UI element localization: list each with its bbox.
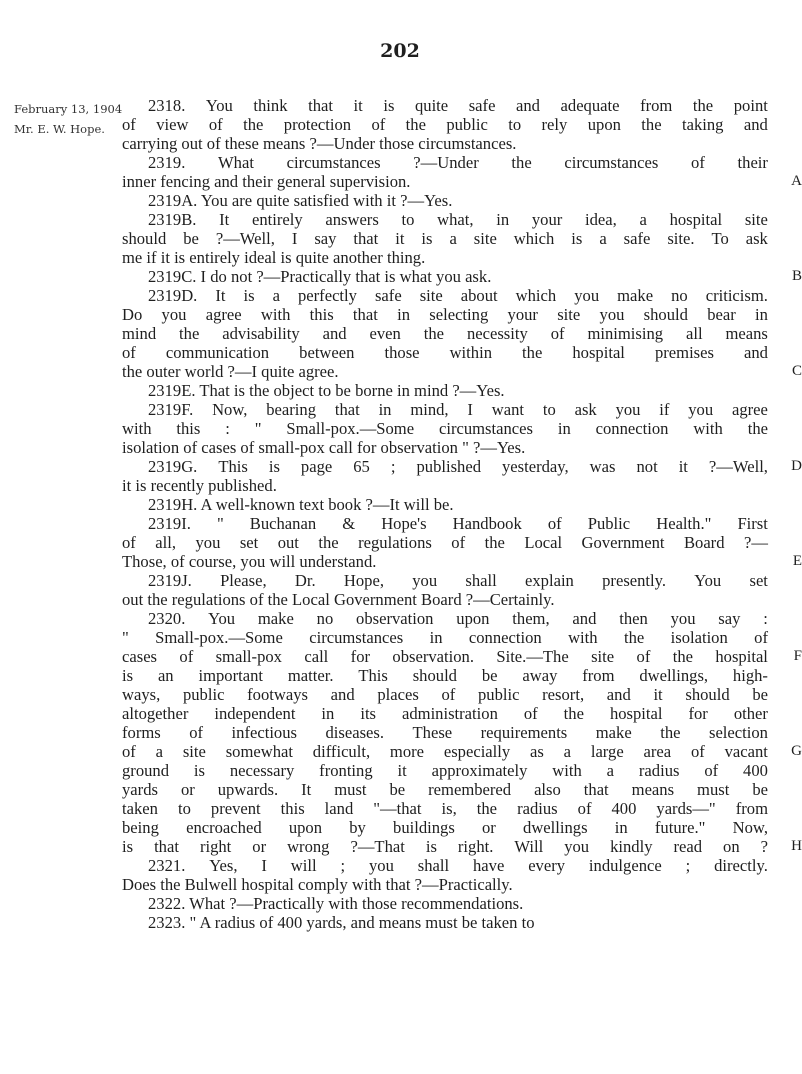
text-line: yards or upwards. It must be remembered also that means must be bbox=[122, 780, 768, 799]
text-line bbox=[122, 381, 768, 400]
text-line: 2319D. It is a perfectly safe site about which you make no criticism. bbox=[148, 286, 768, 305]
text-line bbox=[122, 476, 768, 495]
text-line: ways, public footways and places of public resort, and it should be bbox=[122, 685, 768, 704]
line-text: 2319A. You are quite satisfied with it ?—Yes. bbox=[148, 191, 453, 210]
text-line bbox=[122, 134, 768, 153]
text-line: altogether independent in its administration of the hospital for other bbox=[122, 704, 768, 723]
line-text: the outer world ?—I quite agree. bbox=[122, 362, 339, 381]
text-line: 2319G. This is page 65 ; published yesterday, was not it ?—Well, D bbox=[148, 457, 802, 476]
text-line: of a site somewhat difficult, more especially as a large area of vacant G bbox=[122, 742, 802, 761]
text-line: taken to prevent this land "—that is, the radius of 400 yards—" from bbox=[122, 799, 768, 818]
text-line: " Small-pox.—Some circumstances in connection with the isolation of bbox=[122, 628, 768, 647]
text-line: being encroached upon by buildings or dwellings in future." Now, bbox=[122, 818, 768, 837]
line-text: isolation of cases of small-pox call for observation " ?—Yes. bbox=[122, 438, 526, 457]
transcript-body bbox=[122, 96, 802, 932]
text-line: 2320. You make no observation upon them, and then you say : bbox=[148, 609, 768, 628]
line-text: Those, of course, you will understand. bbox=[122, 552, 377, 571]
text-line bbox=[122, 590, 768, 609]
text-line: 2319J. Please, Dr. Hope, you shall explain presently. You set bbox=[148, 571, 768, 590]
text-line bbox=[122, 362, 802, 381]
margin-letter: C bbox=[791, 363, 802, 379]
margin-letter: G bbox=[791, 743, 802, 759]
text-line: with this : " Small-pox.—Some circumstances in connection with the bbox=[122, 419, 768, 438]
text-line bbox=[122, 495, 768, 514]
line-text: me if it is entirely ideal is quite another thing. bbox=[122, 248, 426, 267]
line-text: inner fencing and their general supervision. bbox=[122, 172, 411, 191]
text-line: 2319B. It entirely answers to what, in your idea, a hospital site bbox=[148, 210, 768, 229]
line-text: carrying out of these means ?—Under those circumstances. bbox=[122, 134, 517, 153]
margin-letter: A bbox=[791, 173, 802, 189]
text-line: Do you agree with this that in selecting your site you should bear in bbox=[122, 305, 768, 324]
text-line: should be ?—Well, I say that it is a site which is a safe site. To ask bbox=[122, 229, 768, 248]
margin-date: February 13, 1904 bbox=[14, 102, 123, 116]
text-line: 2321. Yes, I will ; you shall have every indulgence ; directly. bbox=[148, 856, 768, 875]
text-line: ground is necessary fronting it approximately with a radius of 400 bbox=[122, 761, 768, 780]
margin-letter: B bbox=[791, 268, 802, 284]
text-line: 2319I. " Buchanan & Hope's Handbook of Public Health." First bbox=[148, 514, 768, 533]
text-line: 2319. What circumstances ?—Under the circumstances of their bbox=[148, 153, 768, 172]
text-line: cases of small-pox call for observation. Site.—The site of the hospital F bbox=[122, 647, 802, 666]
text-line: is an important matter. This should be away from dwellings, high- bbox=[122, 666, 768, 685]
page-number: 202 bbox=[380, 40, 420, 62]
text-line bbox=[122, 552, 802, 571]
text-line bbox=[122, 191, 768, 210]
text-line bbox=[122, 894, 768, 913]
text-line bbox=[122, 438, 768, 457]
margin-letter: D bbox=[791, 458, 802, 474]
margin-letter: F bbox=[793, 648, 802, 664]
margin-letter: H bbox=[791, 838, 802, 854]
line-text: 2323. " A radius of 400 yards, and means must be taken to bbox=[148, 913, 535, 932]
text-line: mind the advisability and even the necessity of minimising all means bbox=[122, 324, 768, 343]
margin-letter: E bbox=[792, 553, 802, 569]
text-line: of view of the protection of the public to rely upon the taking and bbox=[122, 115, 768, 134]
line-text: 2322. What ?—Practically with those recommendations. bbox=[148, 894, 524, 913]
margin-witness: Mr. E. W. Hope. bbox=[14, 122, 105, 136]
text-line: of communication between those within the hospital premises and bbox=[122, 343, 768, 362]
line-text: 2319C. I do not ?—Practically that is what you ask. bbox=[148, 267, 492, 286]
line-text: out the regulations of the Local Government Board ?—Certainly. bbox=[122, 590, 555, 609]
text-line bbox=[122, 913, 768, 932]
line-text: it is recently published. bbox=[122, 476, 277, 495]
text-line: 2318. You think that it is quite safe and adequate from the point bbox=[148, 96, 768, 115]
text-line: of all, you set out the regulations of the Local Government Board ?— bbox=[122, 533, 768, 552]
text-line bbox=[122, 267, 802, 286]
text-line bbox=[122, 172, 802, 191]
line-text: 2319E. That is the object to be borne in mind ?—Yes. bbox=[148, 381, 505, 400]
line-text: 2319H. A well-known text book ?—It will be. bbox=[148, 495, 454, 514]
text-line bbox=[122, 875, 768, 894]
line-text: Does the Bulwell hospital comply with that ?—Practically. bbox=[122, 875, 513, 894]
text-line: is that right or wrong ?—That is right. Will you kindly read on ? H bbox=[122, 837, 802, 856]
text-line: 2319F. Now, bearing that in mind, I want to ask you if you agree bbox=[148, 400, 768, 419]
text-line bbox=[122, 248, 768, 267]
text-line: forms of infectious diseases. These requirements make the selection bbox=[122, 723, 768, 742]
